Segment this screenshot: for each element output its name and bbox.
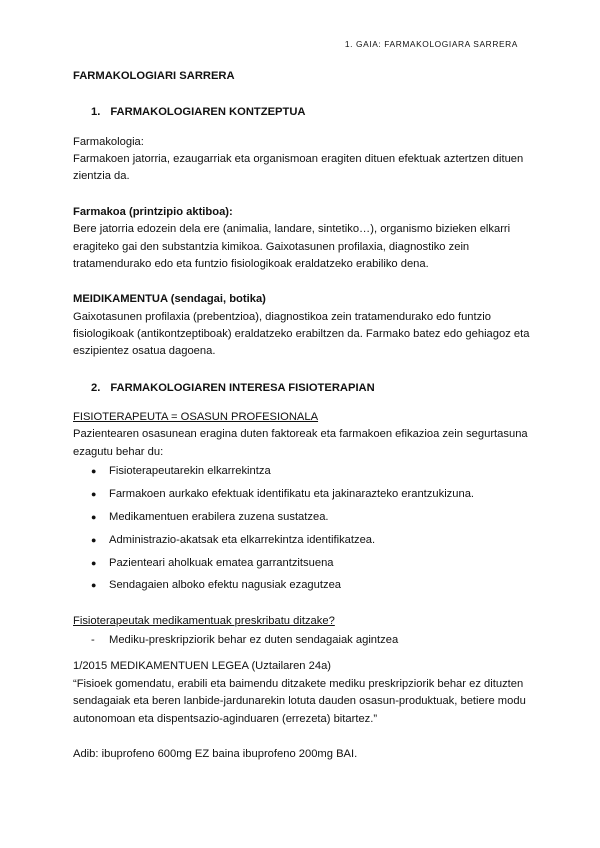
farmakoa-block (73, 204, 533, 273)
responsibilities-list (73, 463, 533, 595)
section-1-number: 1. (91, 106, 101, 119)
dosage-example: Adib: ibuprofeno 600mg EZ baina ibuprofeno 200mg BAI. (73, 747, 358, 760)
medikamentua-term: MEIDIKAMENTUA (sendagai, botika) (73, 293, 266, 306)
bullet-icon: ● (91, 534, 97, 545)
fisioterapeuta-intro: Pazientearen osasunean eragina duten faktoreak eta farmakoen efikazioa zein segurtasuna ezagutu behar du: (73, 428, 528, 458)
document-title: FARMAKOLOGIARI SARRERA (73, 70, 235, 82)
list-item-text: Fisioterapeutarekin elkarrekintza (109, 465, 271, 478)
fisioterapeuta-block (73, 409, 533, 595)
list-item (91, 509, 533, 526)
medikamentua-block (73, 291, 533, 360)
bullet-icon: ● (91, 557, 97, 568)
bullet-icon: ● (91, 511, 97, 522)
section-2-title: FARMAKOLOGIAREN INTERESA FISIOTERAPIAN (110, 381, 375, 394)
dash-list-item (91, 632, 533, 649)
bullet-icon: ● (91, 466, 97, 477)
bullet-icon: ● (91, 488, 97, 499)
prescription-question: Fisioterapeutak medikamentuak preskribatu ditzake? (73, 614, 335, 627)
list-item (91, 463, 533, 480)
bullet-icon: ● (91, 580, 97, 591)
law-quote: “Fisioek gomendatu, erabili eta baimendu ditzakete mediku preskripziorik behar ez dituzten sendagaiak eta beren lanbide-jardunarekin lotuta dauden osasun-produktuak, betiere modu autonomoan eta dispentsazio-aginduaren (errezeta) bitartez.” (73, 677, 526, 725)
section-2-number: 2. (91, 381, 101, 394)
list-item (91, 577, 533, 594)
fisioterapeuta-subheading: FISIOTERAPEUTA = OSASUN PROFESIONALA (73, 411, 319, 424)
section-2-heading (91, 380, 533, 397)
list-item (91, 486, 533, 503)
farmakoa-definition: Bere jatorria edozein dela ere (animalia, landare, sintetiko…), organismo bizieken elkarri eragiteko gai den substantzia kimikoa. Gaixotasunen profilaxia, diagnostiko zein tratamendurako edo eta funtzio fisiologikoak eraldatzeko erabiliko dena. (73, 223, 511, 270)
list-item-text: Sendagaien alboko efektu nagusiak ezagutzea (109, 579, 342, 592)
list-item (91, 532, 533, 549)
list-item-text: Administrazio-akatsak eta elkarrekintza identifikatzea. (109, 533, 376, 546)
law-title: 1/2015 MEDIKAMENTUEN LEGEA (Uztailaren 24a) (73, 660, 332, 673)
farmakologia-definition: Farmakoen jatorria, ezaugarriak eta organismoan eragiten dituen efektuak aztertzen dituen zientzia da. (73, 153, 524, 183)
list-item-text: Medikamentuen erabilera zuzena sustatzea. (109, 510, 329, 523)
dash-item-text: Mediku-preskripziorik behar ez duten sendagaiak agintzea (109, 634, 399, 647)
dash-icon: - (91, 634, 95, 647)
farmakoa-term: Farmakoa (printzipio aktiboa): (73, 205, 233, 218)
running-header: 1. GAIA: FARMAKOLOGIARA SARRERA (344, 39, 518, 49)
medikamentua-definition: Gaixotasunen profilaxia (prebentzioa), diagnostikoa zein tratamendurako edo funtzio fisiologikoak (antikontzeptiboak) eraldatzeko erabiltzen da. Farmako batez edo gehiagoz eta eszipientez osatua dagoena. (73, 310, 530, 358)
section-1-title: FARMAKOLOGIAREN KONTZEPTUA (110, 106, 306, 119)
list-item (91, 555, 533, 572)
section-1-heading (91, 104, 533, 121)
list-item-text: Pazienteari aholkuak ematea garrantzitsuena (109, 556, 334, 569)
farmakologia-term: Farmakologia: (73, 135, 144, 148)
farmakologia-block (73, 134, 533, 186)
list-item-text: Farmakoen aurkako efektuak identifikatu eta jakinarazteko erantzukizuna. (109, 487, 475, 500)
document-body (73, 68, 533, 763)
prescription-block (73, 613, 533, 764)
